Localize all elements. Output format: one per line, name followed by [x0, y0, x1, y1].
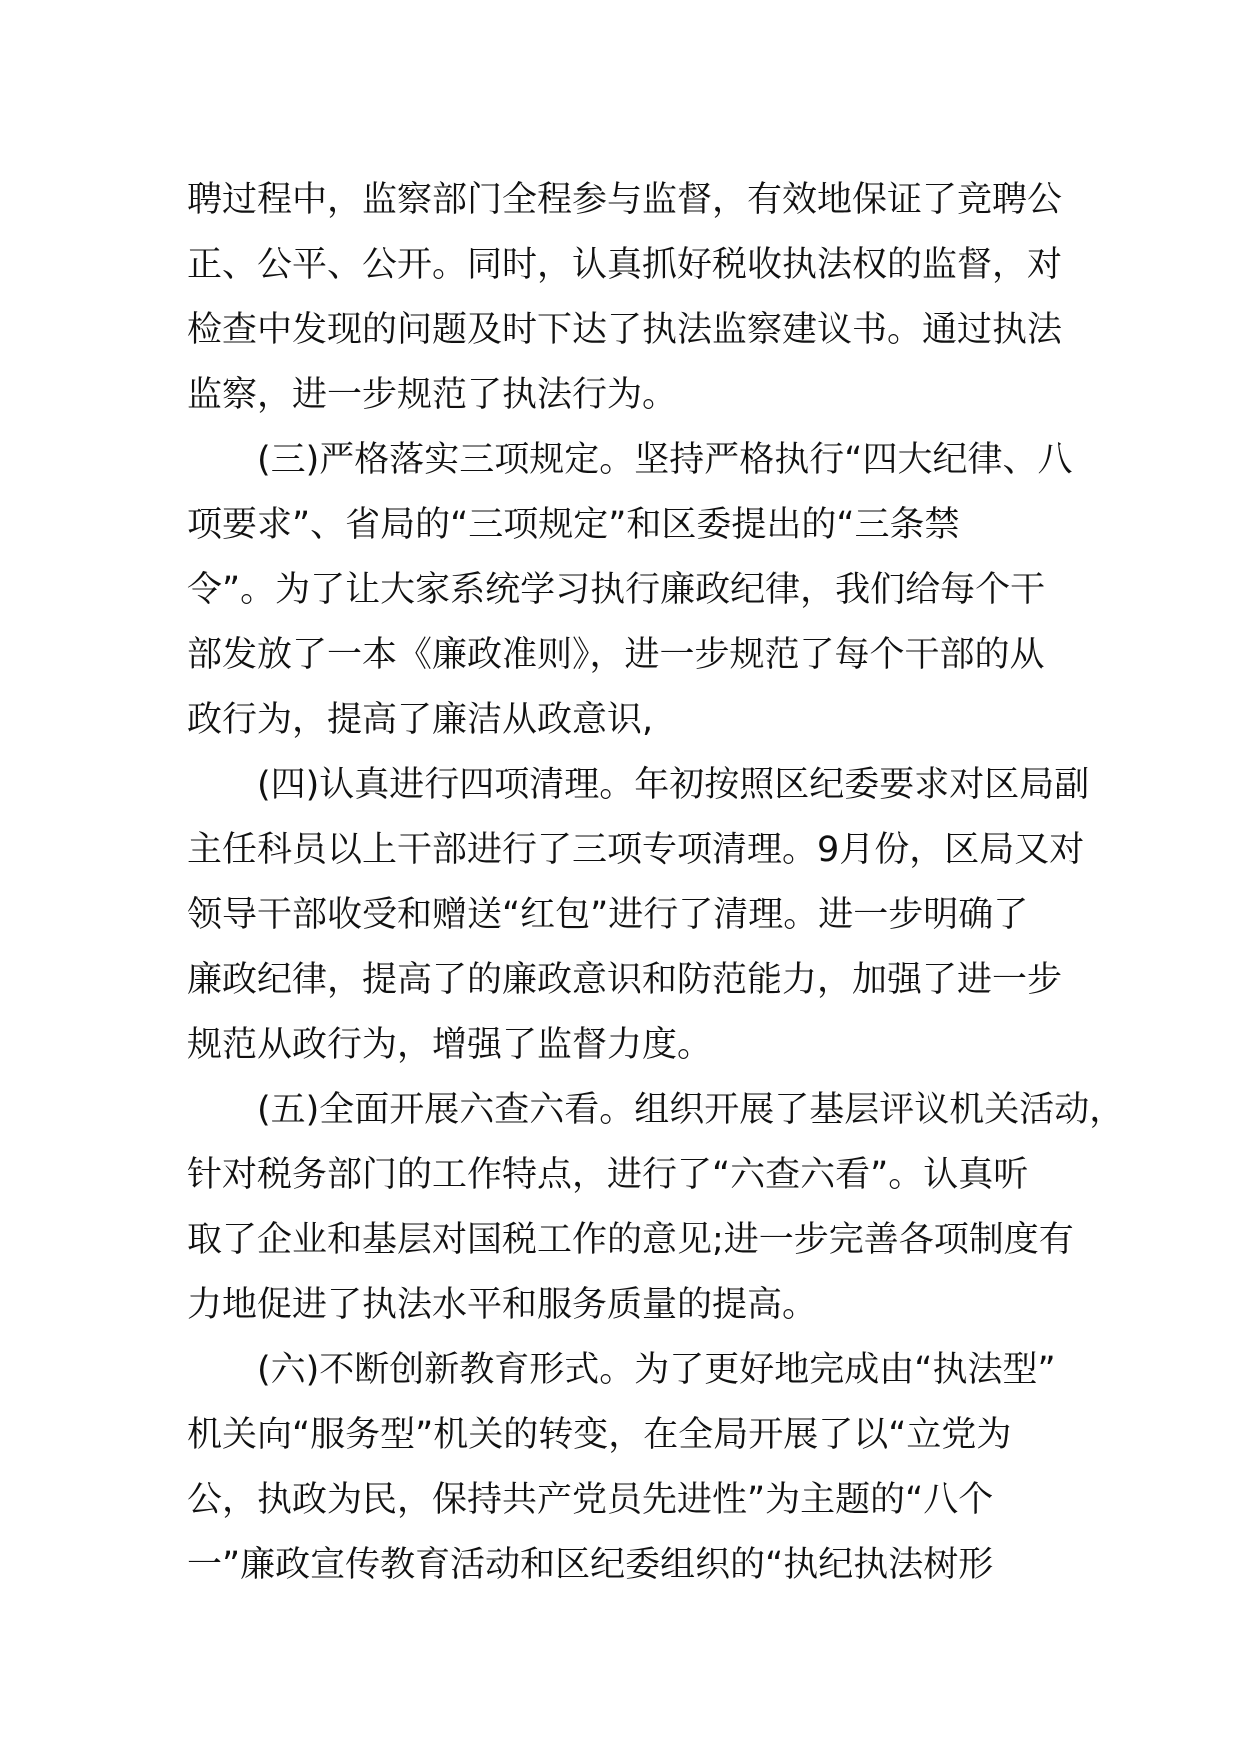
text-line: 正、公平、公开。同时，认真抓好税收执法权的监督，对: [187, 245, 1063, 285]
text-line: 一”廉政宣传教育活动和区纪委组织的“执纪执法树形: [187, 1545, 994, 1585]
text-line: 聘过程中，监察部门全程参与监督，有效地保证了竞聘公: [187, 180, 1063, 220]
text-line: 针对税务部门的工作特点，进行了“六查六看”。认真听: [187, 1155, 1029, 1195]
text-line: 项要求”、省局的“三项规定”和区委提出的“三条禁: [187, 505, 960, 545]
text-line: 规范从政行为，增强了监督力度。: [187, 1025, 713, 1065]
text-line: 检查中发现的问题及时下达了执法监察建议书。通过执法: [187, 310, 1063, 350]
text-line: 部发放了一本《廉政准则》，进一步规范了每个干部的从: [187, 635, 1045, 675]
section-heading-line: (六)不断创新教育形式。为了更好地完成由“执法型”: [257, 1350, 1056, 1390]
text-line: 机关向“服务型”机关的转变，在全局开展了以“立党为: [187, 1415, 1012, 1455]
document-body: [187, 168, 1125, 1598]
section-heading-line: (四)认真进行四项清理。年初按照区纪委要求对区局副: [257, 765, 1090, 805]
text-line: 廉政纪律，提高了的廉政意识和防范能力，加强了进一步: [187, 960, 1063, 1000]
text-line: 领导干部收受和赠送“红包”进行了清理。进一步明确了: [187, 895, 1029, 935]
section-heading-line: (三)严格落实三项规定。坚持严格执行“四大纪律、八: [257, 440, 1073, 480]
text-line: 取了企业和基层对国税工作的意见;进一步完善各项制度有: [187, 1220, 1074, 1260]
text-line: 监察，进一步规范了执法行为。: [187, 375, 678, 415]
text-line: 令”。为了让大家系统学习执行廉政纪律，我们给每个干: [187, 570, 1046, 610]
text-line: 公，执政为民，保持共产党员先进性”为主题的“八个: [187, 1480, 994, 1520]
section-heading-line: (五)全面开展六查六看。组织开展了基层评议机关活动，: [257, 1090, 1125, 1130]
text-line: 主任科员以上干部进行了三项专项清理。9月份，区局又对: [187, 830, 1085, 870]
text-line: 政行为，提高了廉洁从政意识,: [187, 700, 654, 740]
text-line: 力地促进了执法水平和服务质量的提高。: [187, 1285, 818, 1325]
